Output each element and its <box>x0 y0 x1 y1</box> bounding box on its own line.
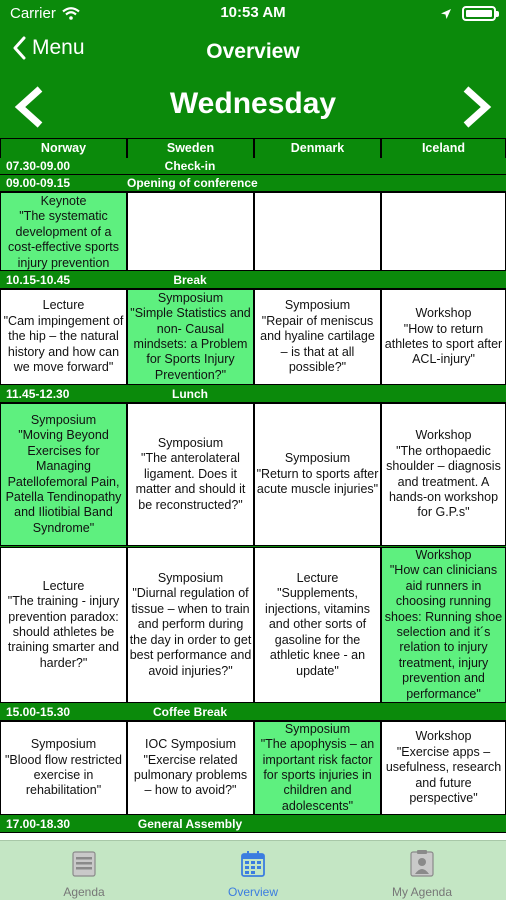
session-title: "How to return athletes to sport after ACL-injury" <box>384 321 503 367</box>
session-type: Symposium <box>30 737 97 752</box>
session-cell[interactable] <box>0 192 127 271</box>
slot-label: Coffee Break <box>152 705 228 719</box>
session-title: "Diurnal regulation of tissue – when to train and perform during the day in order to get best performance and avoid injuries?" <box>129 586 252 678</box>
time-slot-row <box>0 816 506 833</box>
carrier-label: Carrier <box>10 5 56 22</box>
status-bar <box>0 0 506 28</box>
calendar-grid-icon <box>240 850 266 878</box>
tab-label: My Agenda <box>391 885 453 899</box>
country-header[interactable]: Sweden <box>127 139 254 159</box>
next-day-button[interactable] <box>454 82 500 132</box>
session-title: "Simple Statistics and non- Causal mindsets: a Problem for Sports Injury Prevention?" <box>130 306 251 382</box>
session-title: "The training - injury prevention paradox: should athletes be training smarter and harder?" <box>7 594 120 670</box>
session-cell[interactable] <box>254 547 381 703</box>
day-header <box>0 76 506 138</box>
session-title: "Supplements, injections, vitamins and other sorts of gasoline for the athletic knee - an update" <box>265 586 370 678</box>
arrow-right-icon <box>460 85 494 129</box>
session-type: IOC Symposium <box>145 737 236 752</box>
time-slot-row <box>0 272 506 289</box>
country-header[interactable]: Iceland <box>381 139 506 159</box>
session-row <box>0 721 506 816</box>
session-cell[interactable] <box>254 403 381 546</box>
session-cell[interactable] <box>127 192 254 271</box>
time-slot-row <box>0 175 506 192</box>
session-type: Lecture <box>296 571 339 586</box>
session-type: Lecture <box>42 578 85 593</box>
session-type: Lecture <box>42 298 85 313</box>
session-title: "Cam impingement of the hip – the natural history and how can we move forward" <box>3 313 124 375</box>
session-title: "Exercise related pulmonary problems – how to avoid?" <box>133 752 248 798</box>
session-type: Symposium <box>284 298 351 313</box>
tab-label: Agenda <box>63 885 105 899</box>
clock: 10:53 AM <box>220 4 286 21</box>
session-title: "Repair of meniscus and hyaline cartilage – is that at all possible?" <box>260 313 375 375</box>
session-cell[interactable] <box>127 289 254 385</box>
time-slot-row <box>0 704 506 721</box>
session-title: "How can clinicians aid runners in choosing running shoes: Running shoe selection and it´s relation to injury treatment, injury prevention and performance" <box>384 563 503 701</box>
location-arrow-icon <box>440 8 452 20</box>
person-agenda-icon <box>409 850 435 878</box>
session-cell[interactable] <box>127 403 254 546</box>
session-type: Keynote <box>40 194 87 208</box>
tab-my-agenda[interactable] <box>338 841 506 900</box>
session-title: "Return to sports after acute muscle injuries" <box>256 466 379 497</box>
agenda-list-icon <box>71 850 97 878</box>
session-cell[interactable] <box>0 289 127 385</box>
session-type: Workshop <box>415 729 472 744</box>
session-type: Symposium <box>30 412 97 427</box>
session-row <box>0 289 506 386</box>
navigation-bar <box>0 28 506 76</box>
slot-label: Check-in <box>164 159 216 173</box>
session-title: "Blood flow restricted exercise in rehabilitation" <box>5 752 122 798</box>
session-cell[interactable] <box>0 721 127 815</box>
battery-icon <box>462 6 496 21</box>
session-cell[interactable] <box>127 721 254 815</box>
tab-label: Overview <box>227 885 278 899</box>
session-cell[interactable] <box>381 289 506 385</box>
slot-time: 17.00-18.30 <box>6 817 71 831</box>
slot-time: 11.45-12.30 <box>6 387 70 401</box>
session-title: "Moving Beyond Exercises for Managing Patellofemoral Pain, Patella Tendinopathy and Iliotibial Band Syndrome" <box>5 428 122 535</box>
session-cell[interactable] <box>127 547 254 703</box>
slot-label: General Assembly <box>137 817 243 831</box>
session-title: "The orthopaedic shoulder – diagnosis and treatment. A hands-on workshop for G.P.s" <box>386 443 501 520</box>
session-type: Workshop <box>415 428 472 443</box>
country-header-row <box>0 138 506 158</box>
page-title: Overview <box>206 40 300 63</box>
session-type: Symposium <box>284 721 351 736</box>
session-cell[interactable] <box>381 721 506 815</box>
session-cell[interactable] <box>254 192 381 271</box>
schedule-grid <box>0 138 506 833</box>
session-title: "The anterolateral ligament. Does it matter and should it be reconstructed?" <box>135 451 246 512</box>
session-type: Symposium <box>157 435 224 450</box>
session-cell[interactable] <box>0 403 127 546</box>
session-type: Workshop <box>415 547 472 562</box>
slot-label: Opening of conference <box>127 176 258 190</box>
tab-bar <box>0 840 506 900</box>
slot-time: 09.00-09.15 <box>6 176 71 190</box>
menu-label: Menu <box>32 36 85 59</box>
session-title: "The systematic development of a cost-effective sports injury prevention <box>8 209 119 270</box>
session-cell[interactable] <box>381 192 506 271</box>
slot-time: 10.15-10.45 <box>6 273 71 287</box>
status-icons <box>440 6 496 21</box>
session-type: Workshop <box>415 306 472 321</box>
session-row <box>0 547 506 704</box>
tab-overview[interactable] <box>169 841 337 900</box>
session-row <box>0 192 506 272</box>
tab-agenda[interactable] <box>0 841 168 900</box>
slot-label: Lunch <box>172 387 208 401</box>
session-cell[interactable] <box>381 547 506 703</box>
session-title: "The apophysis – an important risk factor for sports injuries in children and adolescents" <box>260 737 375 813</box>
time-slot-row <box>0 158 506 175</box>
session-cell[interactable] <box>381 403 506 546</box>
session-type: Symposium <box>157 571 224 586</box>
session-cell[interactable] <box>254 721 381 815</box>
slot-time: 07.30-09.00 <box>6 159 71 173</box>
country-header[interactable]: Norway <box>0 139 127 159</box>
time-slot-row <box>0 386 506 403</box>
slot-label: Break <box>173 273 207 287</box>
slot-time: 15.00-15.30 <box>6 705 71 719</box>
country-header[interactable]: Denmark <box>254 139 381 159</box>
day-title: Wednesday <box>169 87 337 120</box>
session-type: Symposium <box>157 290 224 305</box>
session-title: "Exercise apps – usefulness, research and future perspective" <box>385 744 502 806</box>
session-cell[interactable] <box>254 289 381 385</box>
session-cell[interactable] <box>0 547 127 703</box>
session-type: Symposium <box>284 451 351 466</box>
session-row <box>0 403 506 547</box>
